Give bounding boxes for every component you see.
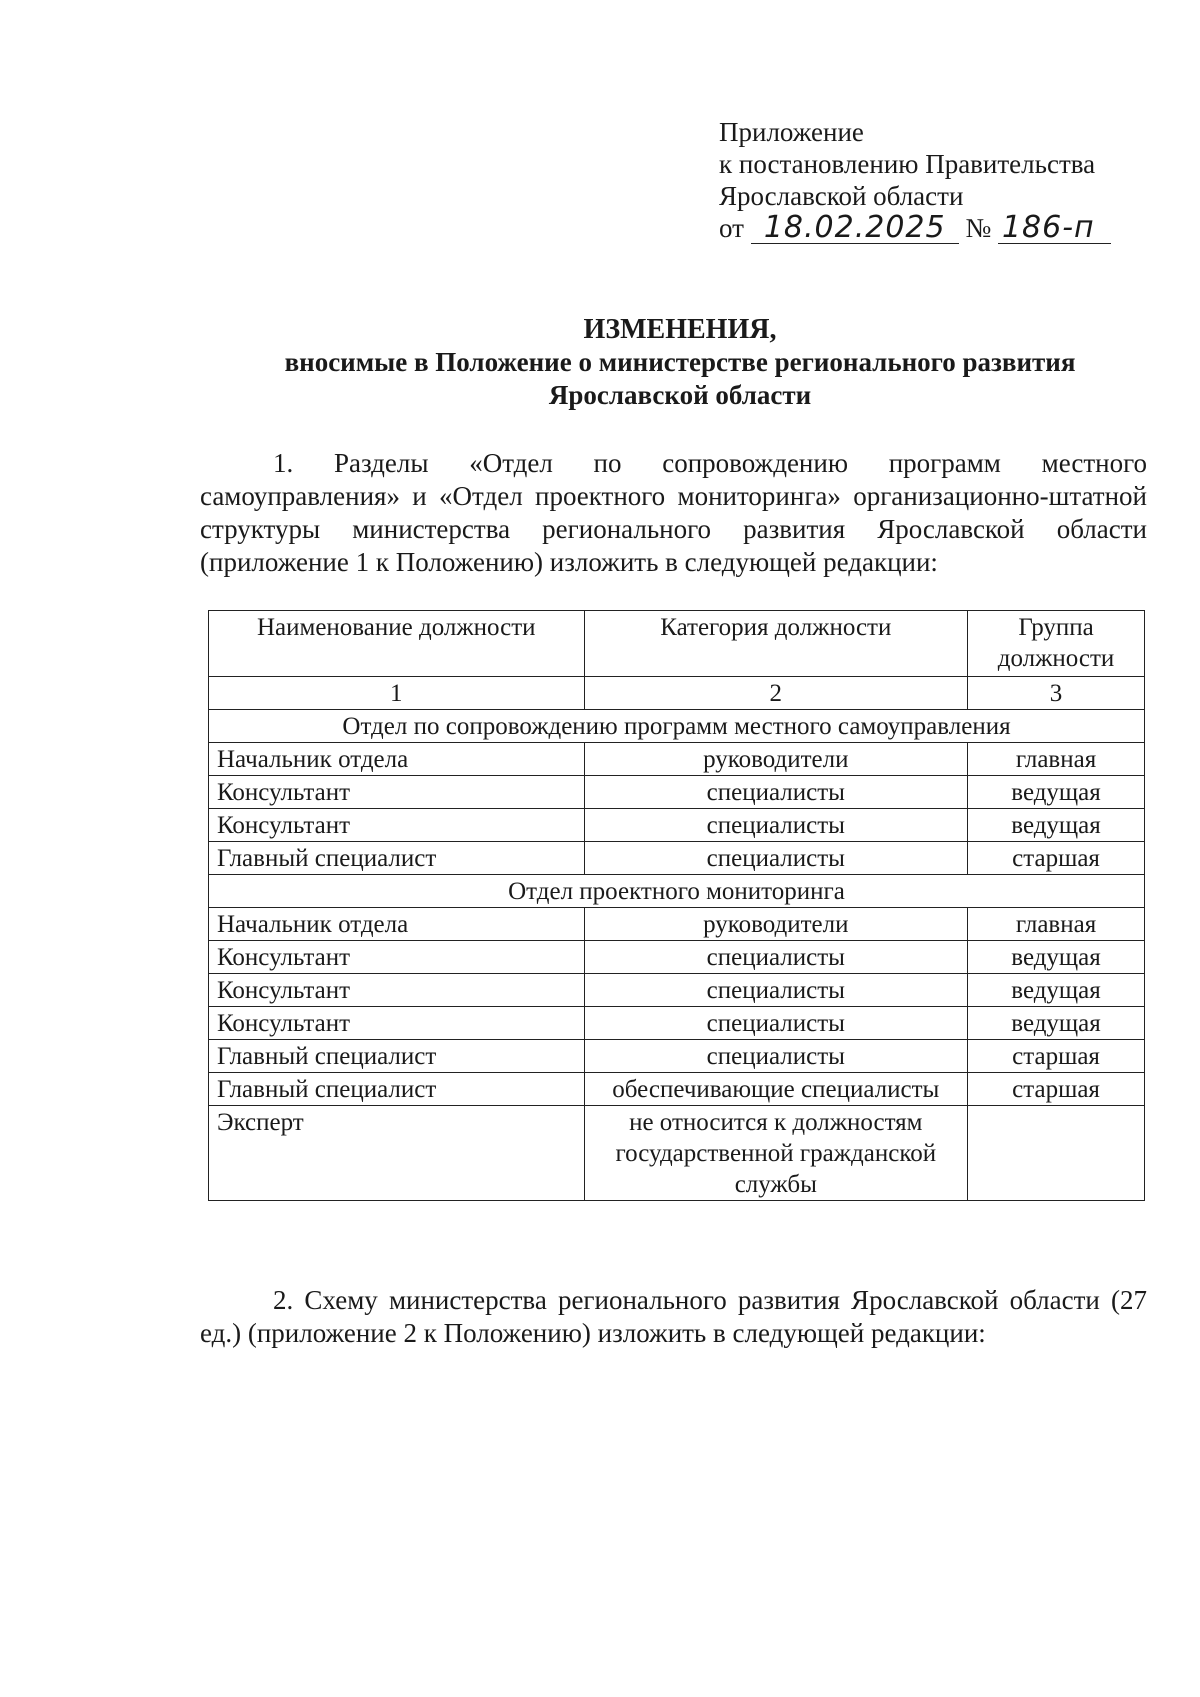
position-group [968, 1106, 1145, 1201]
position-group: ведущая [968, 941, 1145, 974]
section-title: Отдел по сопровождению программ местного самоуправления [209, 710, 1145, 743]
position-category: руководители [584, 908, 968, 941]
positions-table [208, 610, 1145, 1201]
position-name: Консультант [209, 776, 585, 809]
position-category: руководители [584, 743, 968, 776]
position-group: главная [968, 908, 1145, 941]
title-sub-2: Ярославской области [548, 380, 812, 410]
header-position-category: Категория должности [584, 611, 968, 677]
section-row [209, 875, 1145, 908]
attachment-date-line [719, 212, 1111, 244]
table-row [209, 809, 1145, 842]
position-group: ведущая [968, 974, 1145, 1007]
table-row [209, 1007, 1145, 1040]
column-number: 2 [584, 677, 968, 710]
paragraph-1: 1. Разделы «Отдел по сопровождению программ местного самоуправления» и «Отдел проектного мониторинга» организационно-штатной структуры министерства регионального развития Ярославской области (приложение 1 к Положению) изложить в следующей редакции: [200, 448, 1147, 577]
table-header-row [209, 611, 1145, 677]
position-group: старшая [968, 1040, 1145, 1073]
position-name: Главный специалист [209, 1073, 585, 1106]
position-name: Главный специалист [209, 842, 585, 875]
table-row [209, 941, 1145, 974]
position-category: специалисты [584, 974, 968, 1007]
position-group: старшая [968, 842, 1145, 875]
paragraph-2: 2. Схему министерства регионального развития Ярославской области (27 ед.) (приложение 2 к Положению) изложить в следующей редакции: [200, 1285, 1147, 1348]
attachment-header [719, 116, 1111, 244]
document-title [180, 313, 1180, 412]
section-title: Отдел проектного мониторинга [209, 875, 1145, 908]
handwritten-number: 186-п [998, 213, 1111, 244]
handwritten-date: 18.02.2025 [751, 213, 959, 244]
position-name: Начальник отдела [209, 908, 585, 941]
position-category: специалисты [584, 776, 968, 809]
title-main: ИЗМЕНЕНИЯ, [583, 314, 777, 345]
attachment-line-3: Ярославской области [719, 181, 964, 211]
position-category: специалисты [584, 842, 968, 875]
table-row [209, 743, 1145, 776]
position-name: Главный специалист [209, 1040, 585, 1073]
position-name: Эксперт [209, 1106, 585, 1201]
table-row [209, 1073, 1145, 1106]
date-prefix: от [719, 213, 744, 243]
header-position-name: Наименование должности [209, 611, 585, 677]
table-row [209, 1040, 1145, 1073]
table-column-numbers [209, 677, 1145, 710]
position-category: специалисты [584, 809, 968, 842]
column-number: 3 [968, 677, 1145, 710]
position-category: обеспечивающие специалисты [584, 1073, 968, 1106]
position-group: старшая [968, 1073, 1145, 1106]
position-group: главная [968, 743, 1145, 776]
table-row [209, 776, 1145, 809]
position-group: ведущая [968, 809, 1145, 842]
table-row [209, 1106, 1145, 1201]
attachment-line-1: Приложение [719, 117, 864, 147]
position-name: Консультант [209, 809, 585, 842]
position-group: ведущая [968, 1007, 1145, 1040]
position-category: специалисты [584, 1040, 968, 1073]
position-name: Консультант [209, 1007, 585, 1040]
number-prefix: № [965, 213, 992, 243]
table-row [209, 974, 1145, 1007]
position-category: не относится к должностям государственной гражданской службы [584, 1106, 968, 1201]
position-group: ведущая [968, 776, 1145, 809]
title-sub-1: вносимые в Положение о министерстве регионального развития [284, 347, 1076, 377]
column-number: 1 [209, 677, 585, 710]
section-row [209, 710, 1145, 743]
attachment-line-2: к постановлению Правительства [719, 149, 1096, 179]
header-position-group: Группа должности [968, 611, 1145, 677]
table-row [209, 842, 1145, 875]
position-name: Консультант [209, 941, 585, 974]
position-category: специалисты [584, 941, 968, 974]
position-name: Начальник отдела [209, 743, 585, 776]
table-row [209, 908, 1145, 941]
position-category: специалисты [584, 1007, 968, 1040]
position-name: Консультант [209, 974, 585, 1007]
